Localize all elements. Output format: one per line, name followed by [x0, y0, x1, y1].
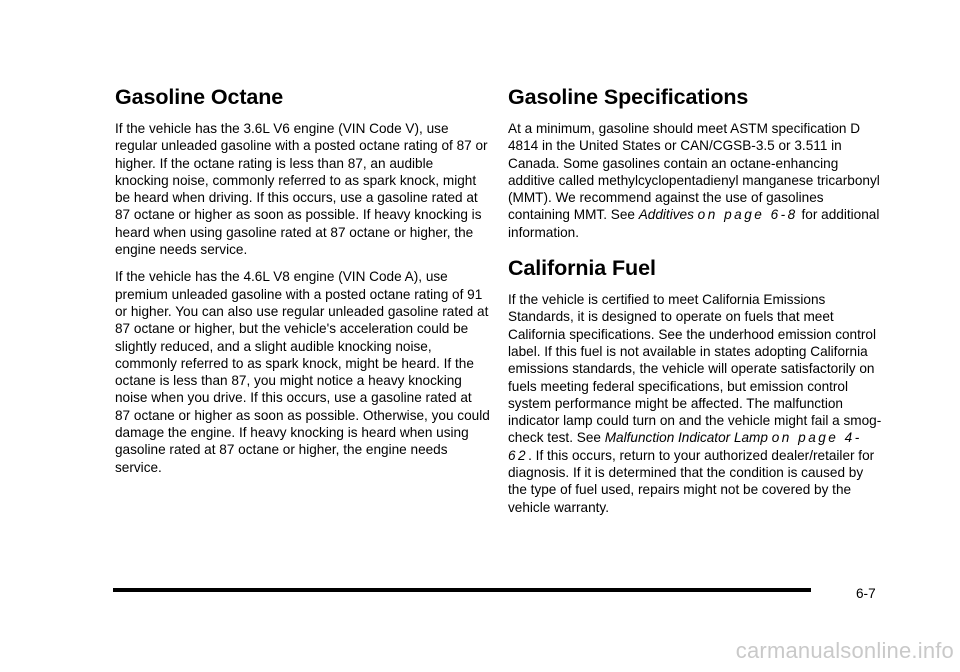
california-paragraph — [508, 291, 883, 516]
specifications-tail: for additional information. — [508, 207, 880, 240]
left-column — [115, 84, 490, 486]
right-column — [508, 84, 883, 526]
heading-gasoline-specifications: Gasoline Specifications — [508, 85, 749, 109]
malfunction-lamp-page-ref[interactable]: on page 4-62 — [508, 430, 862, 463]
heading-gasoline-octane: Gasoline Octane — [115, 85, 284, 109]
watermark-text: carmanualsonline.info — [735, 638, 954, 663]
heading-california-fuel: California Fuel — [508, 256, 656, 281]
california-tail: . If this occurs, return to your authorized dealer/retailer for diagnosis. If it is determined that the condition is caused by the type of fuel used, repairs might not be covered by the vehicle warranty. — [508, 447, 875, 515]
octane-paragraph-v6: If the vehicle has the 3.6L V6 engine (VIN Code V), use regular unleaded gasoline with a posted octane rating of 87 or higher. If the octane rating is less than 87, an audible knocking noise, commonly referred to as spark knock, might be heard when driving. If this occurs, use a gasoline rated at 87 octane or higher as soon as possible. If heavy knocking is heard when using gasoline rated at 87 octane or higher, the engine needs service. — [115, 121, 488, 258]
malfunction-lamp-link[interactable]: Malfunction Indicator Lamp — [604, 430, 768, 446]
additives-link[interactable]: Additives — [638, 207, 694, 223]
octane-paragraph-v8: If the vehicle has the 4.6L V8 engine (VIN Code A), use premium unleaded gasoline with a posted octane rating of 91 or higher. You can also use regular unleaded gasoline rated at 87 octane or higher, but the vehicle's acceleration could be slightly reduced, and a slight audible knocking noise, commonly referred to as spark knock, might be heard. If the octane is less than 87, you might notice a heavy knocking noise when you drive. If this occurs, use a gasoline rated at 87 octane or higher as soon as possible. Otherwise, you could damage the engine. If heavy knocking is heard when using gasoline rated at 87 octane or higher, the engine needs service. — [115, 269, 490, 475]
specifications-text: At a minimum, gasoline should meet ASTM specification D 4814 in the United States or CAN/CGSB-3.5 or 3.511 in Canada. Some gasolines contain an octane-enhancing additive called methylcyclopentadienyl manganese tricarbonyl (MMT). We recommend against the use of gasolines containing MMT. See — [508, 121, 880, 223]
specifications-paragraph — [508, 120, 883, 241]
california-text: If the vehicle is certified to meet California Emissions Standards, it is designed to operate on fuels that meet California specifications. See the underhood emission control label. If this fuel is not available in states adopting California emissions standards, the vehicle will operate satisfactorily on fuels meeting federal specifications, but emission control system performance might be affected. The malfunction indicator lamp could turn on and the vehicle might fail a smog-check test. See — [508, 292, 882, 446]
additives-page-ref[interactable]: on page 6-8 — [697, 207, 798, 223]
page-number: 6-7 — [856, 586, 876, 601]
footer-rule — [113, 588, 811, 592]
